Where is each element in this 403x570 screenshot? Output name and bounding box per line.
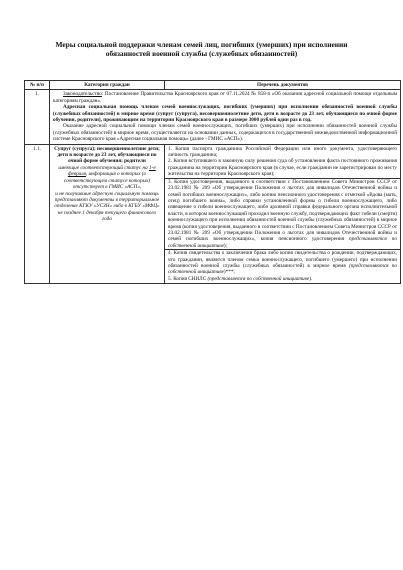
legislation-cell <box>50 90 401 144</box>
header-category: Категория граждан <box>50 81 165 90</box>
table-row <box>25 90 401 144</box>
row-number: 1. <box>25 90 50 144</box>
benefit-description: Адресная социальная помощь членам семей военнослужащих, погибших (умерших) при исполнении обязанностей военной службы (служебных обязанностей) в мирное время (супруг (супруга), несовершеннолетние дети, дети в возрасте до 23 лет, обучающиеся по очной форме обучения, родители), проживающим на территории Красноярского края в размере 3000 рублей один раз в год. <box>53 104 397 124</box>
category-cell <box>50 144 165 284</box>
documents-cell <box>165 144 401 284</box>
table-row <box>25 144 401 284</box>
document-item-5: 5. Копия СНИЛС (представляется по собственной инициативе). <box>168 275 313 282</box>
document-item-3: 3. Копия удостоверения, выданного в соответствии с Постановлением Совета Министров СССР от 23.02.1981 № 209 «Об утверждении Положения о льготах для инвалидов Отечественной войны и семей погибших военнослужащих», либо копию пенсионного удостоверения с отметкой «Вдова (мать, отец) погибшего воина», либо справки установленной формы о гибели военнослужащего, либо извещение о гибели военнослужащего, либо архивной справки федерального органа исполнительной власти, в котором военнослужащий проходил военную службу, подтверждающих факт гибели (смерти) военнослужащего при исполнении обязанностей военной службы (служебных обязанностей) в мирное время (копия удостоверения, выданного в соответствии с Постановлением Совета Министров СССР от 23.02.1981 № 209 «Об утверждении Положения о льготах для инвалидов Отечественной войны и семей погибших военнослужащих», копия пенсионного удостоверения представляются по собственной инициативе); <box>168 178 397 249</box>
table-header-row <box>25 81 401 90</box>
document-item: 1. Копия паспорта гражданина Российской Федерации или иного документа, удостоверяющего личность гражданина; <box>168 145 397 159</box>
header-number: № п/п <box>25 81 50 90</box>
category-status-text: имеющие соответствующий статус на <box>58 164 150 171</box>
category-title: Супруг (супруга); несовершеннолетние дети; дети в возрасте до 23 лет, обучающиеся по очной форме обучения; родители <box>54 145 160 165</box>
document-item: 2. Копия вступившего в законную силу решения суда об установлении факта постоянного проживания гражданина на территории Красноярского края (в случае, если гражданин не зарегистрирован по месту жительства на территории Красноярского края); <box>168 158 397 178</box>
page-title: Меры социальной поддержки членам семей лиц, погибших (умерших) при исполнении обязанностей военной службы (служебных обязанностей) <box>55 40 348 58</box>
header-documents: Перечень документов <box>165 81 401 90</box>
benefits-table <box>24 80 401 284</box>
category-deadline-text: и не получившие адресную социальную помощь представляют документы в территориальное отделение КГКУ «УСЗН» либо в КГБУ «МФЦ» не позднее 1 декабря текущего финансового года <box>54 190 160 223</box>
benefit-procedure: Оказание адресной социальной помощи членам семей военнослужащих, погибших (умерших) при исполнении обязанностей военной службы (служебных обязанностей) в мирное время, осуществляется на основании данных, содержащихся в государственной межведомственной информационной системе Красноярского края «Адресная социальная помощь» (далее - ГМИС «АСП»). <box>53 123 397 143</box>
document-item-4: 4. Копия свидетельства о заключении брака либо копия свидетельства о рождении, подтверждающих, что гражданин, является членом семьи военнослужащего, погибшего (умершего) при исполнении обязанностей военной службы (служебных обязанностей) в мирное время (представляются по собственной инициативе)***; <box>168 250 397 276</box>
category-status-date: 1-е февраля <box>67 164 156 178</box>
legislation-text: : Постановление Правительства Красноярского края от 07.11.2024 № 858-п «Об оказании адресной социальной помощи отдельным категориям граждан». <box>53 91 397 104</box>
category-status-text-2: , информация о которых (о соответствующем статусе которых) отсутствует в ГМИС «АСП», <box>63 171 151 191</box>
row-number: 1.1. <box>25 144 50 284</box>
legislation-label: Законодательство <box>63 91 102 98</box>
